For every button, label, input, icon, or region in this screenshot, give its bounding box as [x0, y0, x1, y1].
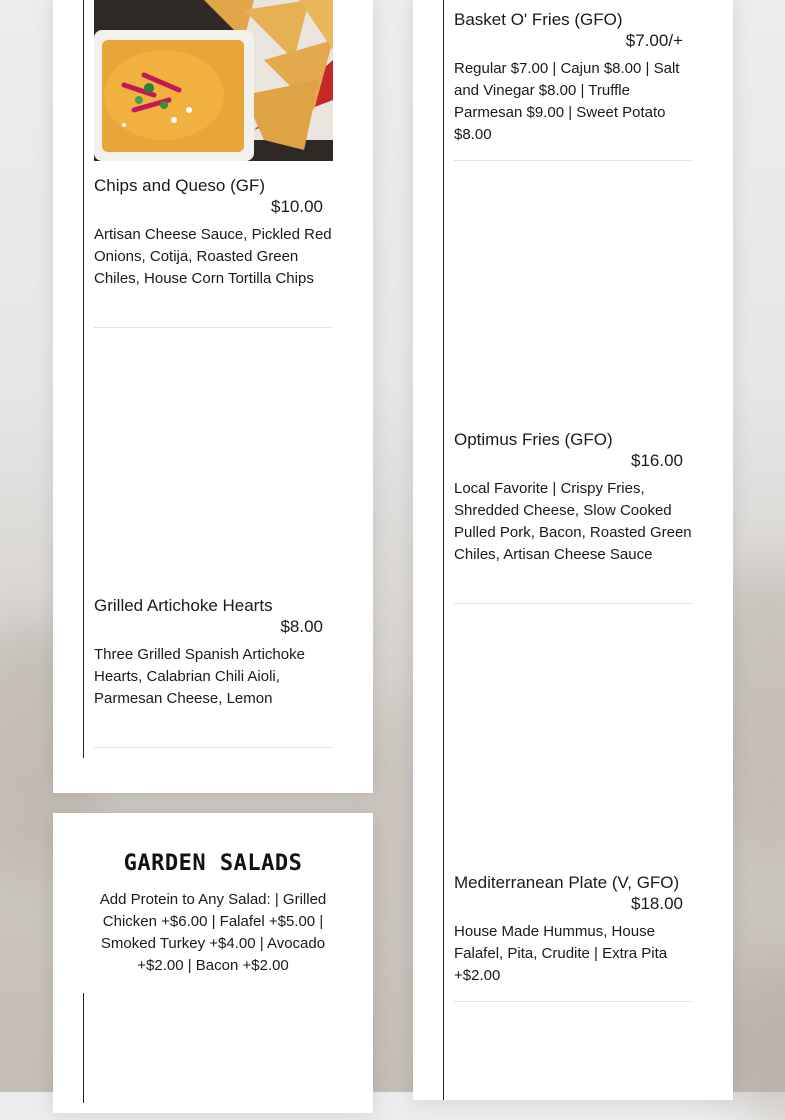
menu-item-price: $7.00/+ [625, 31, 683, 50]
menu-item-description: Three Grilled Spanish Artichoke Hearts, Calabrian Chili Aioli, Parmesan Cheese, Lemon [94, 646, 305, 707]
menu-card-garden-salads [53, 813, 373, 1113]
menu-item [454, 429, 693, 566]
chips-and-queso-photo [94, 0, 333, 161]
item-separator [94, 327, 333, 328]
menu-item-description: Artisan Cheese Sauce, Pickled Red Onions, Cotija, Roasted Green Chiles, House Corn Tortilla Chips [94, 226, 332, 287]
item-separator [454, 603, 693, 604]
menu-item-price: $8.00 [280, 617, 323, 636]
menu-item-description: House Made Hummus, House Falafel, Pita, Crudite | Extra Pita +$2.00 [454, 923, 668, 984]
section-title: GARDEN SALADS [123, 851, 303, 876]
menu-item-name: Optimus Fries (GFO) [454, 430, 613, 449]
column-divider-line [443, 0, 444, 1100]
menu-item [94, 175, 333, 290]
menu-item-price: $18.00 [631, 894, 683, 913]
menu-item-price: $16.00 [631, 451, 683, 470]
column-divider-line [83, 0, 84, 758]
menu-item [454, 9, 693, 146]
menu-item-name: Chips and Queso (GF) [94, 176, 266, 195]
menu-item-name: Mediterranean Plate (V, GFO) [454, 873, 680, 892]
item-separator [94, 747, 333, 748]
menu-item [94, 595, 333, 710]
menu-item-description: Local Favorite | Crispy Fries, Shredded Cheese, Slow Cooked Pulled Pork, Bacon, Roasted Green Chiles, Artisan Cheese Sauce [454, 480, 692, 563]
menu-item [454, 872, 693, 987]
item-separator [454, 160, 693, 161]
item-separator [454, 1001, 693, 1002]
menu-item-name: Basket O' Fries (GFO) [454, 10, 623, 29]
section-note: Add Protein to Any Salad: | Grilled Chicken +$6.00 | Falafel +$5.00 | Smoked Turkey +$4.00 | Avocado +$2.00 | Bacon +$2.00 [99, 891, 327, 974]
menu-item-description: Regular $7.00 | Cajun $8.00 | Salt and Vinegar $8.00 | Truffle Parmesan $9.00 | Sweet Potato $8.00 [454, 60, 680, 143]
menu-item-price: $10.00 [271, 197, 323, 216]
menu-item-name: Grilled Artichoke Hearts [94, 596, 273, 615]
column-divider-line [83, 993, 84, 1103]
